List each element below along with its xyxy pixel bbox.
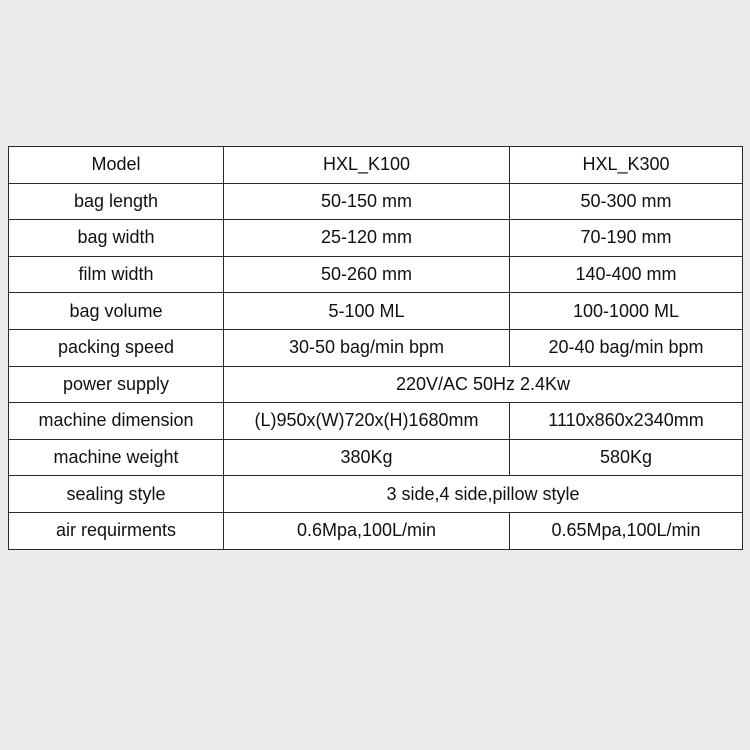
table-row	[9, 366, 743, 403]
k300-value: 0.65Mpa,100L/min	[510, 512, 743, 549]
table-row	[9, 476, 743, 513]
k100-value: 30-50 bag/min bpm	[224, 329, 510, 366]
k100-value: 0.6Mpa,100L/min	[224, 512, 510, 549]
k300-value: 50-300 mm	[510, 183, 743, 220]
header-label: Model	[9, 147, 224, 184]
k300-value: 100-1000 ML	[510, 293, 743, 330]
k100-value: 380Kg	[224, 439, 510, 476]
row-label: air requirments	[9, 512, 224, 549]
k300-value: 1110x860x2340mm	[510, 403, 743, 440]
table-row	[9, 256, 743, 293]
k100-value: 5-100 ML	[224, 293, 510, 330]
row-label: machine weight	[9, 439, 224, 476]
row-label: bag width	[9, 220, 224, 257]
row-label: power supply	[9, 366, 224, 403]
table-row	[9, 329, 743, 366]
k100-value: (L)950x(W)720x(H)1680mm	[224, 403, 510, 440]
k100-value: 25-120 mm	[224, 220, 510, 257]
row-label: packing speed	[9, 329, 224, 366]
model-k100-header: HXL_K100	[224, 147, 510, 184]
row-label: machine dimension	[9, 403, 224, 440]
model-k300-header: HXL_K300	[510, 147, 743, 184]
shared-value: 220V/AC 50Hz 2.4Kw	[224, 366, 743, 403]
k300-value: 20-40 bag/min bpm	[510, 329, 743, 366]
table-row	[9, 183, 743, 220]
table-row	[9, 220, 743, 257]
row-label: bag length	[9, 183, 224, 220]
row-label: film width	[9, 256, 224, 293]
table-row	[9, 512, 743, 549]
k300-value: 140-400 mm	[510, 256, 743, 293]
k300-value: 70-190 mm	[510, 220, 743, 257]
k100-value: 50-260 mm	[224, 256, 510, 293]
table-row	[9, 439, 743, 476]
k300-value: 580Kg	[510, 439, 743, 476]
shared-value: 3 side,4 side,pillow style	[224, 476, 743, 513]
row-label: bag volume	[9, 293, 224, 330]
k100-value: 50-150 mm	[224, 183, 510, 220]
table-row	[9, 403, 743, 440]
table-header-row	[9, 147, 743, 184]
spec-table	[8, 146, 743, 550]
table-row	[9, 293, 743, 330]
row-label: sealing style	[9, 476, 224, 513]
